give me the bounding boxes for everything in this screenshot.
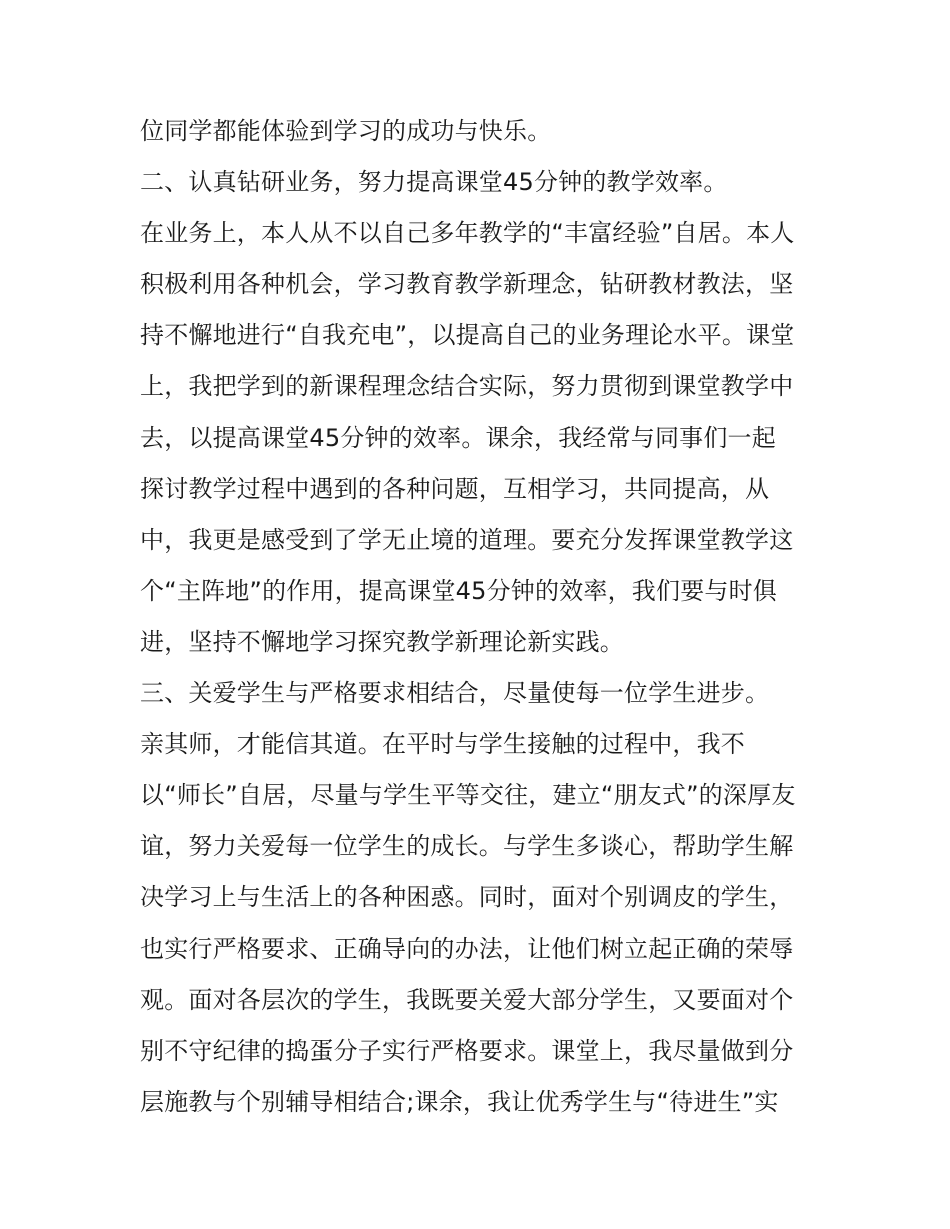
text-line: 持不懈地进行“自我充电”，以提高自己的业务理论水平。课堂 <box>140 321 795 350</box>
text-line: 个“主阵地”的作用，提高课堂45分钟的效率，我们要与时俱 <box>140 576 778 605</box>
text-line: 积极利用各种机会，学习教育教学新理念，钻研教材教法，坚 <box>140 270 794 299</box>
text-line: 中，我更是感受到了学无止境的道理。要充分发挥课堂教学这 <box>140 525 794 554</box>
text-line: 探讨教学过程中遇到的各种问题，互相学习，共同提高，从 <box>140 474 770 503</box>
text-line: 亲其师，才能信其道。在平时与学生接触的过程中，我不 <box>140 730 745 759</box>
text-line: 进，坚持不懈地学习探究教学新理论新实践。 <box>140 627 624 656</box>
text-line: 观。面对各层次的学生，我既要关爱大部分学生，又要面对个 <box>140 985 794 1014</box>
text-line: 决学习上与生活上的各种困惑。同时，面对个别调皮的学生， <box>140 883 794 912</box>
text-line: 在业务上，本人从不以自己多年教学的“丰富经验”自居。本人 <box>140 219 795 248</box>
text-line: 去，以提高课堂45分钟的效率。课余，我经常与同事们一起 <box>140 423 776 452</box>
text-line: 也实行严格要求、正确导向的办法，让他们树立起正确的荣辱 <box>140 934 794 963</box>
text-line: 层施教与个别辅导相结合;课余，我让优秀学生与“待进生”实 <box>140 1087 779 1116</box>
text-line: 别不守纪律的捣蛋分子实行严格要求。课堂上，我尽量做到分 <box>140 1036 794 1065</box>
text-line: 位同学都能体验到学习的成功与快乐。 <box>140 117 552 145</box>
section-heading: 三、关爱学生与严格要求相结合，尽量使每一位学生进步。 <box>140 679 770 708</box>
text-line: 上，我把学到的新课程理念结合实际，努力贯彻到课堂教学中 <box>140 372 794 401</box>
section-heading: 二、认真钻研业务，努力提高课堂45分钟的教学效率。 <box>140 168 728 197</box>
text-line: 以“师长”自居，尽量与学生平等交往，建立“朋友式”的深厚友 <box>140 781 796 810</box>
body-text <box>140 106 820 1128</box>
text-line: 谊，努力关爱每一位学生的成长。与学生多谈心，帮助学生解 <box>140 832 794 861</box>
